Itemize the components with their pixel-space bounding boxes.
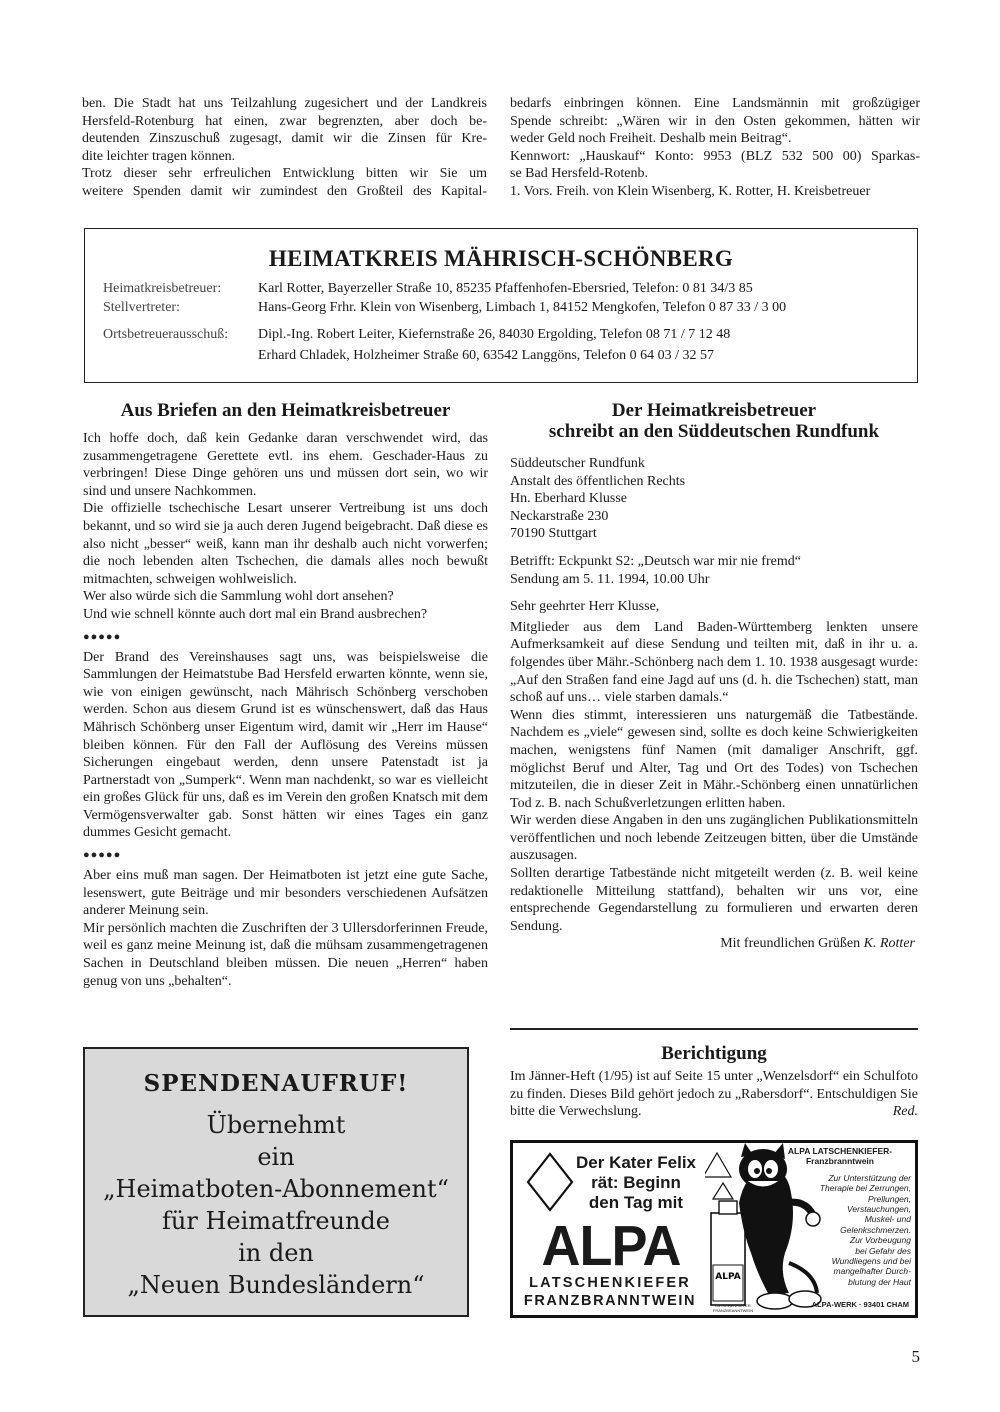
closing-name: K. Rotter — [863, 936, 915, 952]
address-line: Süddeutscher Rundfunk — [510, 456, 645, 471]
ad-side-line: Zur Unterstützung der — [828, 1172, 911, 1183]
betrifft-line: Betrifft: Eckpunkt S2: „Deutsch war mir nie fremd“ — [510, 553, 801, 569]
ad-side-line: mangelhafter Durch- — [833, 1266, 911, 1277]
letter-paragraph: Sollten derartige Tatbestände nicht mitgeteilt werden (z. B. weil keine redaktionelle Mitteilung stattfand), behalten wir uns vor, eine entsprechende Gegendarstellung zu formulieren und erwarten deren Sendung. — [510, 866, 918, 934]
letter-paragraph: Die offizielle tschechische Lesart unserer Vertreibung ist uns doch bekannt, und so wird sie ja auch deren Jugend beigebracht. Daß diese es also nicht „besser“ weiß, kann man ihr deshalb auch nicht vorwerfen; die noch lebenden alten Tschechen, die damals alles noch bewußt mitmachten, schweigen wohlweislich. — [83, 501, 488, 587]
page-number: 5 — [911, 1347, 920, 1366]
intro-line: Spende schreibt: „Wären wir in den Osten gekommen, hätten wir — [510, 113, 920, 129]
address-line: 70190 Stuttgart — [510, 526, 597, 542]
letter-paragraph: Und wie schnell könnte auch dort mal ein Brand ausbrechen? — [83, 606, 428, 622]
alpa-advertisement — [510, 1140, 918, 1318]
ad-left — [513, 1143, 703, 1315]
ad-side-line: bei Gefahr des — [855, 1245, 911, 1256]
berichtigung-sign: Red. — [892, 1104, 918, 1120]
letter-paragraph: Aber eins muß man sagen. Der Heimatboten ist jetzt eine gute Sache, lesenswert, gute Beiträge und mir besonders verschiedenen Aufsätzen anderer Meinung sein. — [83, 868, 488, 919]
ad-side-line: Prellungen, — [867, 1193, 911, 1204]
spendenaufruf-line: Übernehmt — [206, 1111, 346, 1139]
spendenaufruf-line: in den — [238, 1239, 314, 1267]
ad-slogan-3: den Tag mit — [588, 1193, 684, 1212]
row-label: Ortsbetreuerausschuß: — [103, 327, 229, 342]
intro-line: deutenden Zinszuschuß zugesagt, damit wir die Zinsen für Kre- — [82, 131, 487, 147]
row-label — [103, 346, 258, 365]
closing-line — [510, 935, 918, 953]
heimatkreis-box — [84, 228, 918, 383]
letter-paragraph: Ich hoffe doch, daß kein Gedanke daran verschwendet wird, das zusammengetragene Gerettete evtl. ins ehem. Geschader-Haus zu verbringen! Diese Dinge gehören uns und müssen dort sein, wo wir sind und unsere Nachkommen. — [83, 431, 488, 499]
ad-side-line: Muskel- und — [864, 1214, 911, 1225]
closing-text: Mit freundlichen Grüßen — [720, 936, 861, 952]
spendenaufruf-line: ein — [257, 1143, 295, 1171]
ad-right — [705, 1143, 915, 1315]
spendenaufruf-box — [83, 1047, 469, 1317]
letter-paragraph: Mitglieder aus dem Land Baden-Württemberg lenkten unsere Aufmerksamkeit auf diese Sendung und teilten mit, daß in ihr u. a. folgendes über Mähr.-Schönberg nach dem 1. 10. 1938 ausgesagt wurde: — [510, 619, 918, 670]
letter-paragraph: Wir werden diese Angaben in den uns zugänglichen Publikationsmitteln veröffentlichen und noch lebende Zeitzeugen bitten, über die Umstände auszusagen. — [510, 813, 918, 864]
letter-paragraph: „Auf den Straßen fand eine Jagd auf uns (d. h. die Tschechen) statt, man schoß auf uns… viele starben damals.“ — [510, 672, 918, 706]
row-label: Stellvertreter: — [103, 300, 180, 315]
row-value: Karl Rotter, Bayerzeller Straße 10, 85235 Pfaffenhofen-Ebersried, Telefon: 0 81 34/3 85 — [258, 281, 753, 296]
ad-footer: ALPA-WERK · 93401 CHAM — [811, 1300, 909, 1309]
ad-bottle-label: LATSCHENKIEFER FRANZBRANNTWEIN — [712, 1303, 754, 1313]
berichtigung-title: Berichtigung — [661, 1043, 767, 1064]
spendenaufruf-title: SPENDENAUFRUF! — [143, 1070, 409, 1097]
ad-brand: ALPA — [541, 1214, 681, 1278]
intro-right-column — [510, 95, 920, 201]
salutation: Sehr geehrter Herr Klusse, — [510, 599, 660, 615]
intro-line: ben. Die Stadt hat uns Teilzahlung zugesichert und der Landkreis — [82, 96, 487, 111]
ad-slogan-2: rät: Beginn — [591, 1173, 681, 1192]
divider — [510, 1028, 918, 1030]
ad-side-line: Zur Vorbeugung — [849, 1235, 911, 1246]
intro-line: weitere Spenden damit wir zumindest den Großteil des Kapital- — [82, 183, 487, 199]
row-label: Heimatkreisbetreuer: — [103, 281, 222, 296]
intro-line: bedarfs einbringen können. Eine Landsmännin mit großzügiger — [510, 96, 920, 111]
heimatkreis-row — [103, 346, 907, 365]
intro-line: Hersfeld-Rotenburg hat einen, zwar begrenzten, aber doch be- — [82, 113, 487, 129]
intro-line: dite leichter tragen können. — [82, 148, 236, 164]
svg-text:ALPA: ALPA — [715, 1272, 741, 1282]
intro-left-column — [82, 95, 487, 201]
letter-paragraph: Mir persönlich machten die Zuschriften der 3 Ullersdorferinnen Freude, weil es ganz meine Meinung ist, daß die mühsam zusammengetragenen Sachen in Deutschland bleiben müssen. Die neuen „Herren“ haben genug von uns „behalten“. — [83, 920, 488, 989]
briefe-title: Aus Briefen an den Heimatkreisbetreuer — [120, 400, 451, 421]
briefe-article — [83, 400, 488, 990]
heimatkreis-row — [103, 279, 907, 298]
intro-line: weder Geld noch Freiheit. Deshalb mein Beitrag“. — [510, 131, 792, 147]
ad-slogan-1: Der Kater Felix — [576, 1153, 696, 1172]
ad-side-line: Gelenkschmerzen. — [840, 1224, 911, 1235]
ad-side-line: Verstauchungen, — [847, 1204, 911, 1215]
row-value: Dipl.-Ing. Robert Leiter, Kiefernstraße 26, 84030 Ergolding, Telefon 08 71 / 7 12 48 — [258, 327, 731, 342]
heimatkreis-row — [103, 325, 907, 344]
berichtigung-text: Im Jänner-Heft (1/95) ist auf Seite 15 unter „Wenzelsdorf“ ein Schulfoto zu finden. Dieses Bild gehört jedoch zu „Rabersdorf“. Entschuldigen Sie bitte die Verwechslung. Red. — [510, 1069, 918, 1120]
letter-paragraph: Wer also würde sich die Sammlung wohl dort ansehen? — [83, 589, 394, 605]
ad-side-title: ALPA LATSCHENKIEFER- — [787, 1146, 893, 1156]
intro-line: Trotz dieser sehr erfreulichen Entwicklung bitten wir Sie um — [82, 166, 487, 182]
ad-line-1: LATSCHENKIEFER — [529, 1275, 691, 1291]
spendenaufruf-line: „Neuen Bundesländern“ — [127, 1271, 425, 1299]
separator-dots: ●●●●● — [83, 849, 122, 862]
letter-paragraph: Der Brand des Vereinshauses sagt uns, was beispielsweise die Sammlungen der Heimatstube Bad Hersfeld erwarten könnte, wenn sie, wie von einigen gewünscht, nach Mährisch Schönberg verschoben werden. Schon aus diesem Grund ist es wünschenswert, daß das Haus Mährisch Schönberg unser Eigentum wird, damit wir „Herr im Hause“ bleiben können. Für den Fall der Auflösung des Vereins müssen Sicherungen eingebaut werden, denn unsere Patenstadt ist ja Partnerstadt von „Sumperk“. Wenn man nachdenkt, so war es vielleicht ein großes Glück für uns, daß es im Verein den großen Knatsch mit dem Vermögensverwalter gab. Sonst hätten wir eines Tages ein ganz dummes Gesicht gemacht. — [83, 649, 488, 841]
spendenaufruf-line: für Heimatfreunde — [162, 1207, 390, 1235]
separator-dots: ●●●●● — [83, 630, 122, 643]
ad-side-line: Wundliegens und bei — [831, 1256, 911, 1267]
ad-line-2: FRANZBRANNTWEIN — [523, 1293, 697, 1309]
row-value: Hans-Georg Frhr. Klein von Wisenberg, Limbach 1, 84152 Mengkofen, Telefon 0 87 33 / 3 00 — [258, 300, 787, 315]
intro-line: 1. Vors. Freih. von Klein Wisenberg, K. Rotter, H. Kreisbetreuer — [510, 183, 871, 199]
address-line: Hn. Eberhard Klusse — [510, 491, 628, 507]
rundfunk-title-2: schreibt an den Süddeutschen Rundfunk — [548, 421, 880, 442]
rundfunk-article — [510, 400, 918, 953]
intro-line: Kennwort: „Hauskauf“ Konto: 9953 (BLZ 532 500 00) Sparkas- — [510, 148, 920, 164]
address-line: Anstalt des öffentlichen Rechts — [510, 473, 686, 489]
address-line: Neckarstraße 230 — [510, 508, 609, 524]
intro-line: se Bad Hersfeld-Rotenb. — [510, 166, 649, 182]
ad-side-line: blutung der Haut — [848, 1276, 911, 1287]
rundfunk-title-1: Der Heimatkreisbetreuer — [611, 400, 817, 421]
berichtigung-article — [510, 1043, 918, 1121]
heimatkreis-title: HEIMATKREIS MÄHRISCH-SCHÖNBERG — [268, 246, 734, 271]
letter-paragraph: Wenn dies stimmt, interessieren uns naturgemäß die Tatbestände. Nachdem es „viele“ gewesen sind, sollte es doch keine Schwierigkeiten machen, wenigstens fünf Namen (mit damaliger Anschrift, ggf. möglichst Beruf und Alter, Tag und Ort des Todes) von Tschechen mitzuteilen, die in dieser Zeit in Mähr.-Schönberg einen unnatürlichen Tod z. B. nach Schußverletzungen erlitten haben. — [510, 707, 918, 811]
spendenaufruf-line: „Heimatboten-Abonnement“ — [103, 1175, 449, 1203]
heimatkreis-row — [103, 298, 907, 317]
ad-side-line: Therapie bei Zerrungen, — [819, 1183, 911, 1194]
row-value: Erhard Chladek, Holzheimer Straße 60, 63542 Langgöns, Telefon 0 64 03 / 32 57 — [258, 348, 714, 363]
betrifft-line: Sendung am 5. 11. 1994, 10.00 Uhr — [510, 571, 710, 587]
ad-side-sub: Franzbranntwein — [805, 1156, 874, 1167]
